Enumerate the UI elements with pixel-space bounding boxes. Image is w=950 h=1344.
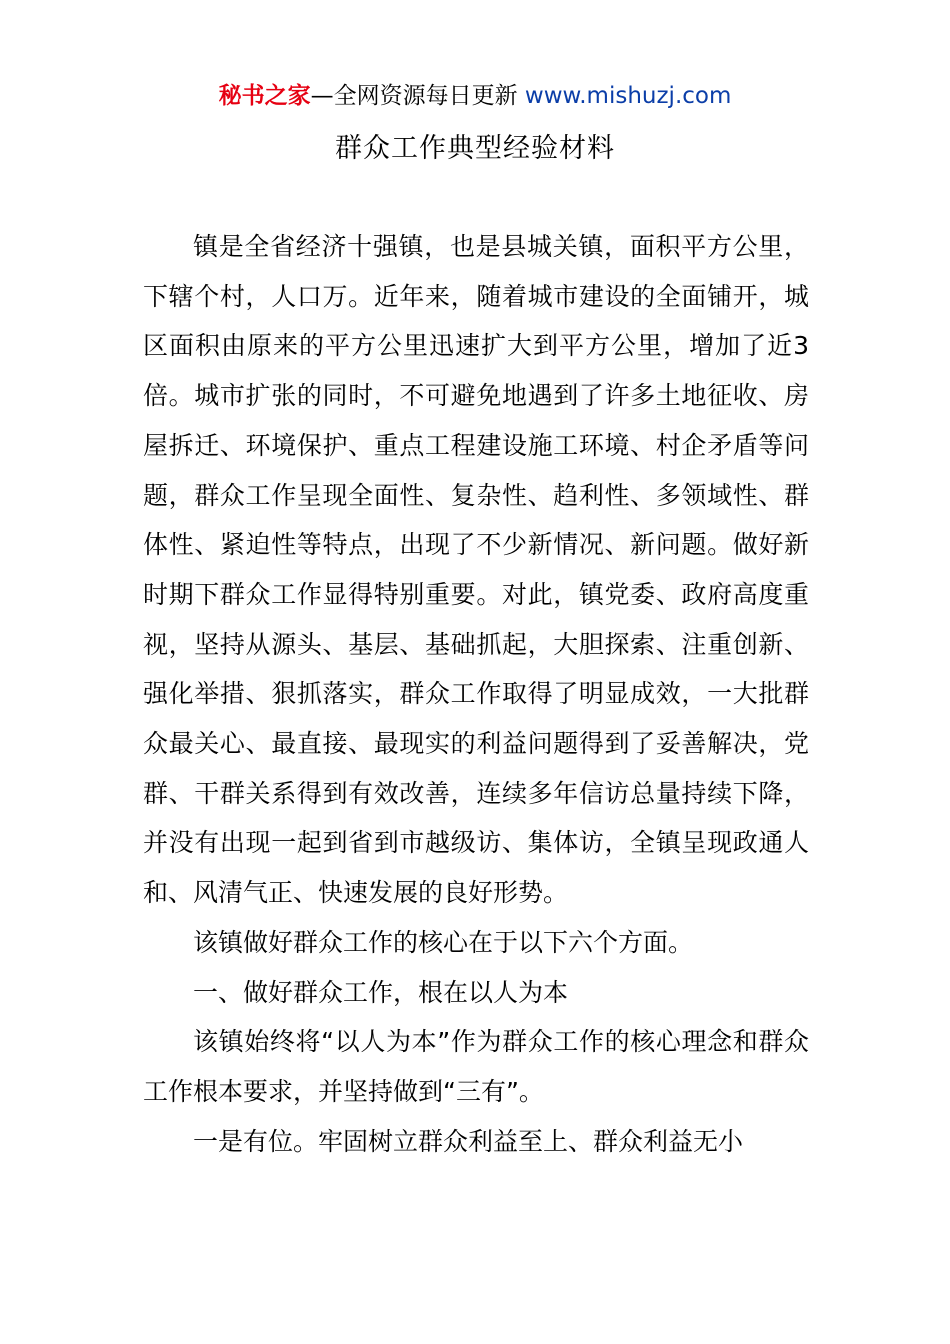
site-header	[0, 80, 950, 112]
document-title: 群众工作典型经验材料	[335, 133, 615, 164]
site-brand: 秘书之家	[218, 83, 311, 109]
paragraph-intro: 镇是全省经济十强镇，也是县城关镇，面积平方公里，下辖个村，人口万。近年来，随着城市建设的全面铺开，城区面积由原来的平方公里迅速扩大到平方公里，增加了近3倍。城市扩张的同时，不可避免地遇到了许多土地征收、房屋拆迁、环境保护、重点工程建设施工环境、村企矛盾等问题，群众工作呈现全面性、复杂性、趋利性、多领域性、群体性、紧迫性等特点，出现了不少新情况、新问题。做好新时期下群众工作显得特别重要。对此，镇党委、政府高度重视，坚持从源头、基层、基础抓起，大胆探索、注重创新、强化举措、狠抓落实，群众工作取得了明显成效，一大批群众最关心、最直接、最现实的利益问题得到了妥善解决，党群、干群关系得到有效改善，连续多年信访总量持续下降，并没有出现一起到省到市越级访、集体访，全镇呈现政通人和、风清气正、快速发展的良好形势。	[143, 232, 809, 908]
paragraph-point-1: 一是有位。牢固树立群众利益至上、群众利益无小	[193, 1126, 744, 1156]
site-url-link[interactable]: www.mishuzj.com	[524, 83, 732, 109]
site-tagline: —全网资源每日更新	[310, 83, 525, 109]
section-heading-1: 一、做好群众工作，根在以人为本	[193, 977, 569, 1007]
paragraph-summary: 该镇做好群众工作的核心在于以下六个方面。	[193, 927, 694, 957]
document-body	[143, 222, 809, 1166]
paragraph-section-1: 该镇始终将“以人为本”作为群众工作的核心理念和群众工作根本要求，并坚持做到“三有”。	[143, 1027, 809, 1106]
